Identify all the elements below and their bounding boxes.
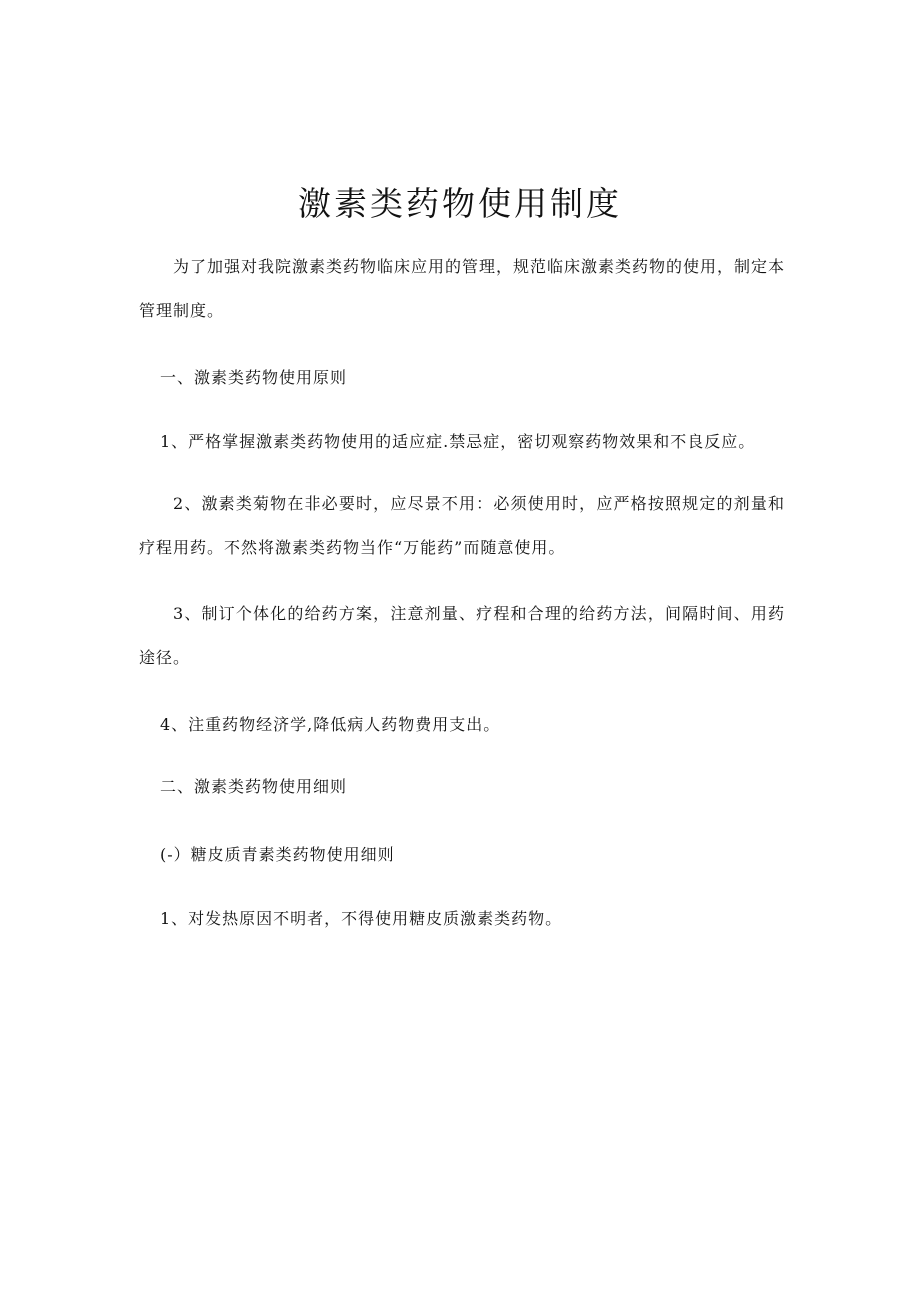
- principle-item-2: 2、激素类菊物在非必要时，应尽景不用：必须使用时，应严格按照规定的剂量和疗程用药。不然将激素类药物当作“万能药”而随意使用。: [139, 494, 785, 557]
- principle-item-3: 3、制订个体化的给药方案，注意剂量、疗程和合理的给药方法，间隔时间、用药途径。: [139, 604, 785, 667]
- section-2-subheading: (-）糖皮质青素类药物使用细则: [160, 845, 395, 864]
- section-1-heading: 一、激素类药物使用原则: [160, 368, 348, 387]
- intro-paragraph: 为了加强对我院激素类药物临床应用的管理，规范临床激素类药物的使用，制定本管理制度。: [139, 257, 786, 320]
- detail-item-1: 1、对发热原因不明者，不得使用糖皮质激素类药物。: [160, 909, 563, 928]
- principle-item-1: 1、严格掌握激素类药物使用的适应症.禁忌症，密切观察药物效果和不良反应。: [160, 432, 756, 451]
- document-title: 激素类药物使用制度: [298, 184, 622, 223]
- principle-item-4: 4、注重药物经济学,降低病人药物费用支出。: [160, 715, 501, 734]
- section-2-heading: 二、激素类药物使用细则: [160, 777, 348, 796]
